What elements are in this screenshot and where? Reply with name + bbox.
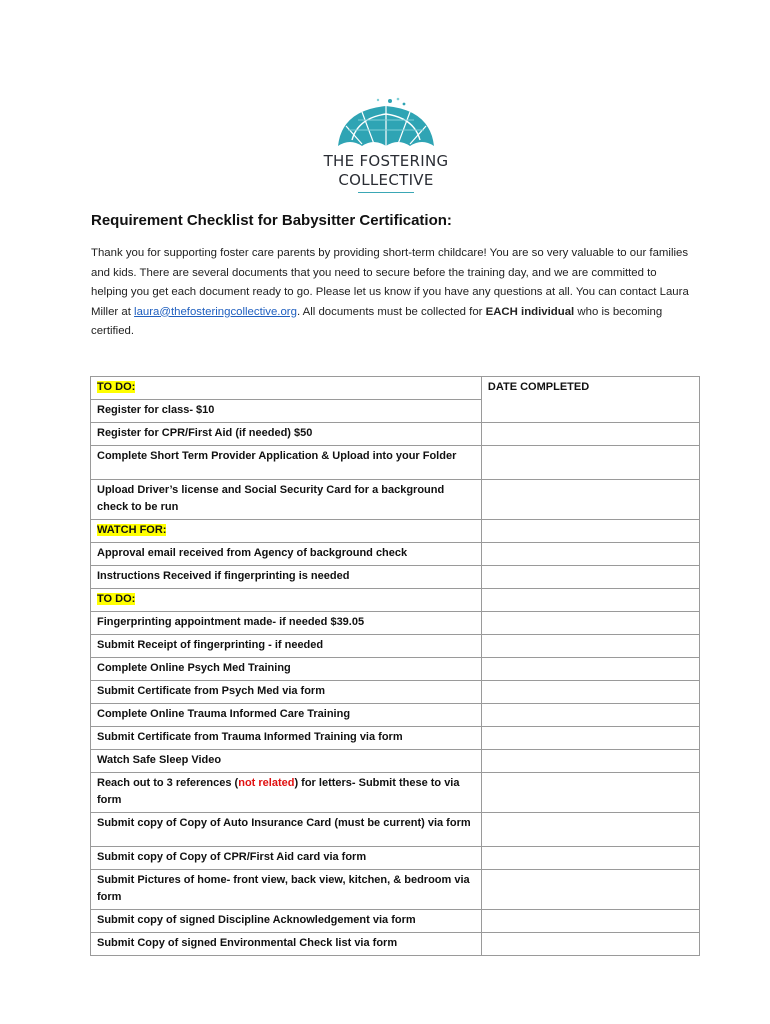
task-cell: Upload Driver’s license and Social Security Card for a background check to be run — [91, 480, 482, 520]
table-row — [91, 910, 700, 933]
task-cell — [91, 773, 482, 813]
requirement-checklist-table — [90, 376, 700, 956]
task-cell: Approval email received from Agency of background check — [91, 543, 482, 566]
date-completed-header: DATE COMPLETED — [481, 377, 699, 423]
task-cell: Complete Online Trauma Informed Care Training — [91, 704, 482, 727]
date-cell[interactable] — [481, 589, 699, 612]
date-cell[interactable] — [481, 480, 699, 520]
date-cell[interactable] — [481, 773, 699, 813]
date-cell[interactable] — [481, 704, 699, 727]
table-row — [91, 870, 700, 910]
table-row — [91, 635, 700, 658]
references-text-after: ) for letters- Submit these to via form — [97, 777, 460, 806]
date-cell[interactable] — [481, 750, 699, 773]
date-cell[interactable] — [481, 813, 699, 847]
page-title: Requirement Checklist for Babysitter Certification: — [91, 212, 452, 229]
date-cell[interactable] — [481, 446, 699, 480]
table-row — [91, 750, 700, 773]
intro-text-end: who is becoming certified. — [91, 305, 663, 337]
date-cell[interactable] — [481, 566, 699, 589]
table-row — [91, 847, 700, 870]
table-row — [91, 658, 700, 681]
table-row — [91, 566, 700, 589]
date-cell[interactable] — [481, 423, 699, 446]
table-row — [91, 543, 700, 566]
section-header-watch-for: WATCH FOR: — [97, 524, 167, 536]
intro-emphasis: EACH individual — [485, 305, 575, 318]
date-cell[interactable] — [481, 543, 699, 566]
task-cell — [91, 589, 482, 612]
contact-email-link[interactable]: laura@thefosteringcollective.org — [134, 305, 297, 318]
task-cell: Submit Pictures of home- front view, back view, kitchen, & bedroom via form — [91, 870, 482, 910]
task-cell — [91, 520, 482, 543]
date-cell[interactable] — [481, 847, 699, 870]
table-row — [91, 612, 700, 635]
task-cell: Submit Certificate from Trauma Informed Training via form — [91, 727, 482, 750]
references-not-related: not related — [238, 777, 295, 789]
date-cell[interactable] — [481, 910, 699, 933]
intro-text-after-link: . All documents must be collected for — [296, 305, 486, 318]
date-cell[interactable] — [481, 635, 699, 658]
task-cell: Watch Safe Sleep Video — [91, 750, 482, 773]
intro-text: Thank you for supporting foster care parents by providing short-term childcare! You are so very valuable to our families and kids. There are several documents that you need to secure before the training day, and we are committed to helping you get each document ready to go. Please let us know if you have any questions at all. You can contact Laura Miller at — [91, 247, 689, 318]
date-cell[interactable] — [481, 612, 699, 635]
task-cell: Complete Online Psych Med Training — [91, 658, 482, 681]
table-row — [91, 773, 700, 813]
task-cell: Submit copy of signed Discipline Acknowledgement via form — [91, 910, 482, 933]
task-cell: Fingerprinting appointment made- if needed $39.05 — [91, 612, 482, 635]
date-cell[interactable] — [481, 870, 699, 910]
references-text-before: Reach out to 3 references ( — [97, 777, 239, 789]
table-row — [91, 423, 700, 446]
task-cell: Register for CPR/First Aid (if needed) $50 — [91, 423, 482, 446]
table-row — [91, 480, 700, 520]
task-cell: Instructions Received if fingerprinting is needed — [91, 566, 482, 589]
umbrella-icon — [318, 96, 454, 152]
task-cell: Submit copy of Copy of CPR/First Aid card via form — [91, 847, 482, 870]
task-cell: Complete Short Term Provider Application & Upload into your Folder — [91, 446, 482, 480]
logo-underline — [358, 192, 414, 193]
intro-paragraph — [91, 244, 691, 342]
table-row — [91, 589, 700, 612]
date-cell[interactable] — [481, 520, 699, 543]
table-row — [91, 727, 700, 750]
task-cell: Submit Receipt of fingerprinting - if needed — [91, 635, 482, 658]
table-row — [91, 933, 700, 956]
table-row — [91, 446, 700, 480]
date-cell[interactable] — [481, 933, 699, 956]
logo-line-1: THE FOSTERING — [323, 152, 449, 170]
table-row — [91, 704, 700, 727]
table-row — [91, 813, 700, 847]
fostering-collective-logo — [318, 96, 454, 200]
task-cell: Register for class- $10 — [91, 400, 482, 423]
logo-line-2: COLLECTIVE — [338, 171, 434, 189]
section-header-todo: TO DO: — [97, 381, 136, 393]
table-row — [91, 681, 700, 704]
task-cell: Submit copy of Copy of Auto Insurance Card (must be current) via form — [91, 813, 482, 847]
task-cell: Submit Copy of signed Environmental Check list via form — [91, 933, 482, 956]
date-cell[interactable] — [481, 658, 699, 681]
date-cell[interactable] — [481, 727, 699, 750]
date-cell[interactable] — [481, 681, 699, 704]
section-header-todo-2: TO DO: — [97, 593, 136, 605]
task-cell — [91, 377, 482, 400]
table-row — [91, 377, 700, 400]
task-cell: Submit Certificate from Psych Med via form — [91, 681, 482, 704]
table-row — [91, 520, 700, 543]
